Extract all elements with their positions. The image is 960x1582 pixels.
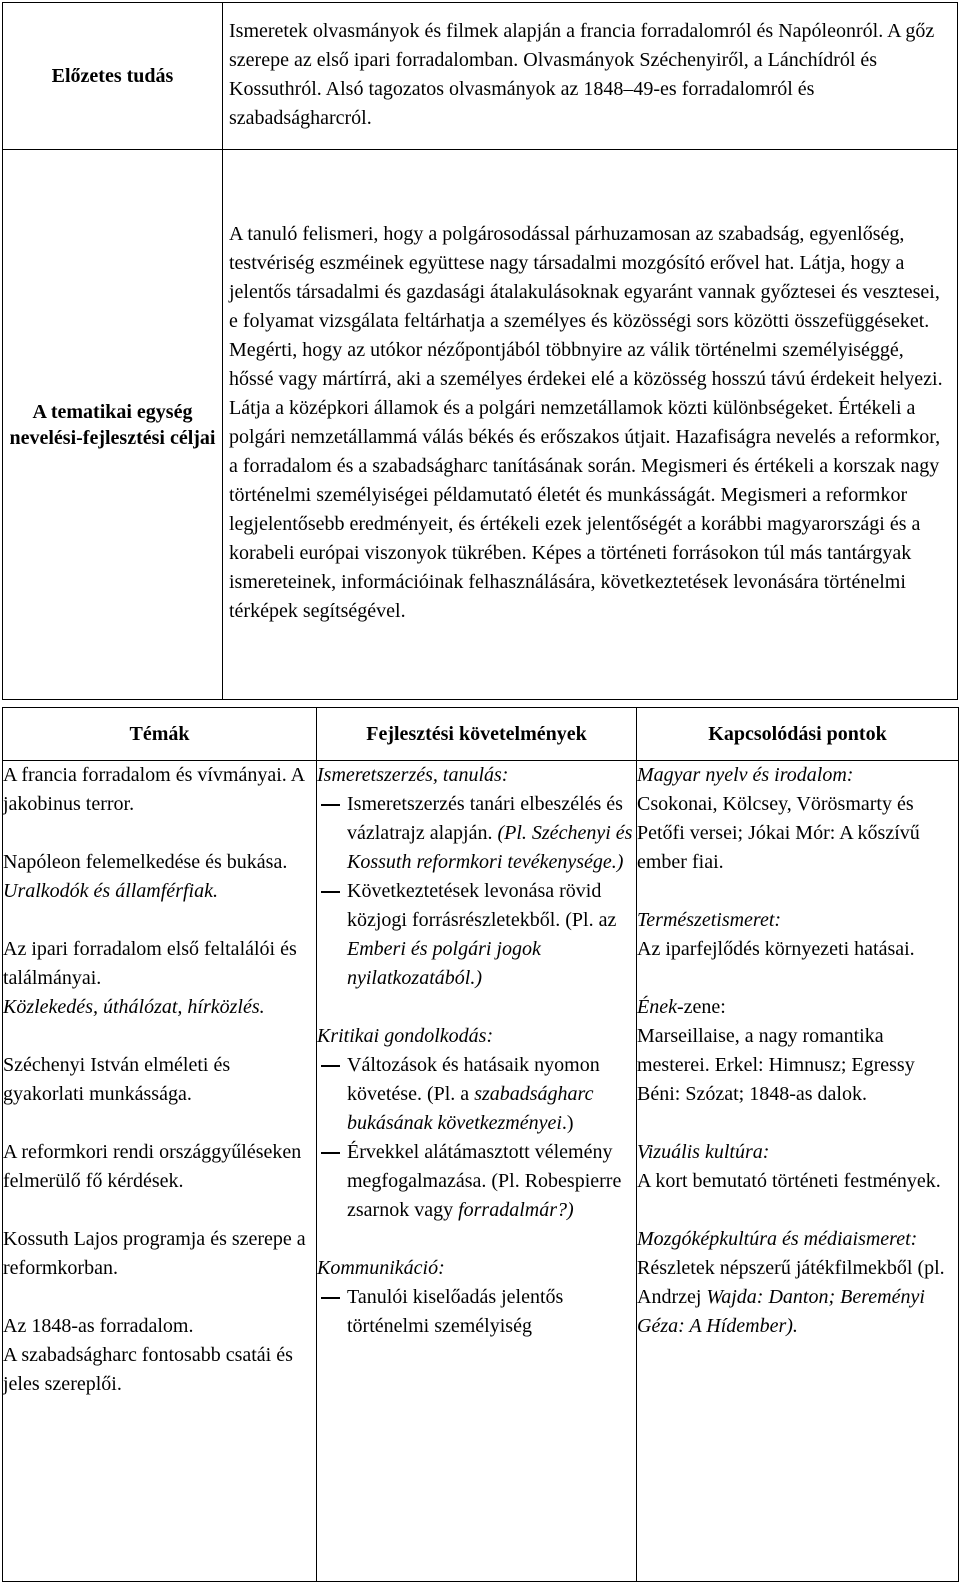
dash-bullet-icon: [321, 804, 340, 806]
topic-item: A francia forradalom és vívmányai. A jakobinus terror.: [3, 764, 305, 815]
topic-item: Kossuth Lajos programja és szerepe a reformkorban.: [3, 1228, 306, 1279]
dash-bullet-icon: [321, 1152, 340, 1154]
dash-bullet-icon: [321, 1297, 340, 1299]
temak-cell: [3, 761, 317, 1582]
fejlesztesi-cell: [317, 761, 637, 1582]
requirement-example: forradalmár?): [458, 1199, 574, 1221]
subject-title-part: zene:: [683, 996, 726, 1018]
header-temak: Témák: [3, 708, 317, 761]
subject-text: [637, 1254, 958, 1341]
subject-title: Mozgóképkultúra és médiaismeret:: [637, 1228, 918, 1250]
requirement-item: [317, 1138, 636, 1225]
goals-text: A tanuló felismeri, hogy a polgárosodással párhuzamosan az szabadság, egyenlőség, testvériség eszméinek együttese nagy társadalmi mozgósító erővel hat. Látja, hogy a jelentős társadalmi és gazdasági átalakulásoknak egyaránt vannak győztesei és vesztesei, e folyamat vizsgálata feltárhatja a személyes és közösségi sors közötti összefüggéseket. Megérti, hogy az utókor nézőpontjából többnyire az válik történelmi személyiséggé, hőssé vagy mártírrá, aki a személyes érdekei elé a közösség hosszú távú érdekeit helyezi. Látja a középkori államok és a polgári nemzetállamok közti különbségeket. Értékeli a polgári nemzetállammá válás békés és erőszakos útjait. Hazafiságra nevelés a reformkor, a forradalom és a szabadságharc tanításának során. Megismeri és értékeli a korszak nagy történelmi személyiségei példamutató életét és munkásságát. Megismeri a reformkor legjelentősebb eredményeit, és értékeli ezek jelentőségét a korábbi magyarországi és a korabeli európai viszonyok tükrében. Képes a történeti forrásokon túl más tantárgyak ismereteinek, információinak felhasználására, következtetések levonására történelmi térképek segítségével.: [223, 150, 958, 700]
requirement-text-end: .): [561, 1112, 574, 1134]
kapcsolodasi-cell: [637, 761, 959, 1582]
requirement-text: Tanulói kiselőadás jelentős történelmi személyiség: [347, 1286, 564, 1337]
subject-title: Természetismeret:: [637, 909, 782, 931]
requirement-text: Érvekkel alátámasztott vélemény megfogalmazása. (Pl. Robespierre zsarnok vagy: [347, 1141, 622, 1221]
topic-item: Az 1848-as forradalom.: [3, 1315, 194, 1337]
section-title: Ismeretszerzés, tanulás:: [317, 764, 509, 786]
subject-text-part: Részletek népszerű játékfilmekből (pl. Andrzej: [637, 1257, 945, 1308]
requirement-example: szabadságharc bukásának következményei: [347, 1083, 594, 1134]
subject-text-part: Wajda: Danton; Bereményi Géza: A Hídember).: [637, 1286, 925, 1337]
requirement-text: Következtetések levonása rövid közjogi forrásrészletekből. (Pl. az: [347, 880, 617, 931]
topic-item: Széchenyi István elméleti és gyakorlati munkássága.: [3, 1054, 231, 1105]
goals-row: [3, 150, 958, 700]
prior-knowledge-text: Ismeretek olvasmányok és filmek alapján a francia forradalomról és Napóleonról. A gőz szerepe az első ipari forradalomban. Olvasmányok Széchenyiről, a Lánchídról és Kossuthról. Alsó tagozatos olvasmányok az 1848–49-es forradalomról és szabadságharcról.: [223, 3, 958, 150]
prior-knowledge-row: [3, 3, 958, 150]
subject-title: Vizuális kultúra:: [637, 1141, 770, 1163]
requirement-list: [317, 790, 636, 993]
topic-item: Közlekedés, úthálózat, hírközlés.: [3, 996, 265, 1018]
requirement-text: Változások és hatásaik nyomon követése. (Pl. a: [347, 1054, 600, 1105]
topic-item: A szabadságharc fontosabb csatái és jeles szereplői.: [3, 1344, 293, 1395]
subject-title: Magyar nyelv és irodalom:: [637, 764, 854, 786]
topic-item: Napóleon felemelkedése és bukása.: [3, 851, 288, 873]
goals-label: A tematikai egység nevelési-fejlesztési céljai: [3, 150, 223, 700]
topic-item: Uralkodók és államférfiak.: [3, 880, 218, 902]
requirement-item: [317, 877, 636, 993]
dash-bullet-icon: [321, 1065, 340, 1067]
subject-text: Az iparfejlődés környezeti hatásai.: [637, 938, 915, 960]
requirement-item: [317, 1283, 636, 1341]
topics-body-row: [3, 761, 959, 1582]
section-title: Kommunikáció:: [317, 1257, 445, 1279]
requirement-example: Emberi és polgári jogok nyilatkozatából.): [347, 938, 541, 989]
requirement-item: [317, 1051, 636, 1138]
header-kapcsolodasi: Kapcsolódási pontok: [637, 708, 959, 761]
subject-text: A kort bemutató történeti festmények.: [637, 1170, 941, 1192]
subject-title: [637, 993, 958, 1022]
header-fejlesztesi: Fejlesztési követelmények: [317, 708, 637, 761]
section-title: Kritikai gondolkodás:: [317, 1025, 494, 1047]
topic-item: Az ipari forradalom első feltalálói és találmányai.: [3, 938, 297, 989]
subject-title-part: Ének-: [637, 996, 684, 1018]
requirement-example: (Pl. Széchenyi és Kossuth reformkori tevékenysége.): [347, 822, 633, 873]
topics-table: [2, 707, 959, 1582]
dash-bullet-icon: [321, 891, 340, 893]
subject-text: Marseillaise, a nagy romantika mesterei. Erkel: Himnusz; Egressy Béni: Szózat; 1848-as dalok.: [637, 1025, 915, 1105]
topic-item: A reformkori rendi országgyűléseken felmerülő fő kérdések.: [3, 1141, 302, 1192]
curriculum-info-table: [2, 2, 958, 700]
topics-header-row: [3, 708, 959, 761]
prior-knowledge-label: Előzetes tudás: [3, 3, 223, 150]
subject-text: Csokonai, Kölcsey, Vörösmarty és Petőfi versei; Jókai Mór: A kőszívű ember fiai.: [637, 793, 920, 873]
requirement-item: [317, 790, 636, 877]
requirement-text: Ismeretszerzés tanári elbeszélés és vázlatrajz alapján.: [347, 793, 623, 844]
requirement-list: [317, 1051, 636, 1225]
requirement-list: [317, 1283, 636, 1341]
